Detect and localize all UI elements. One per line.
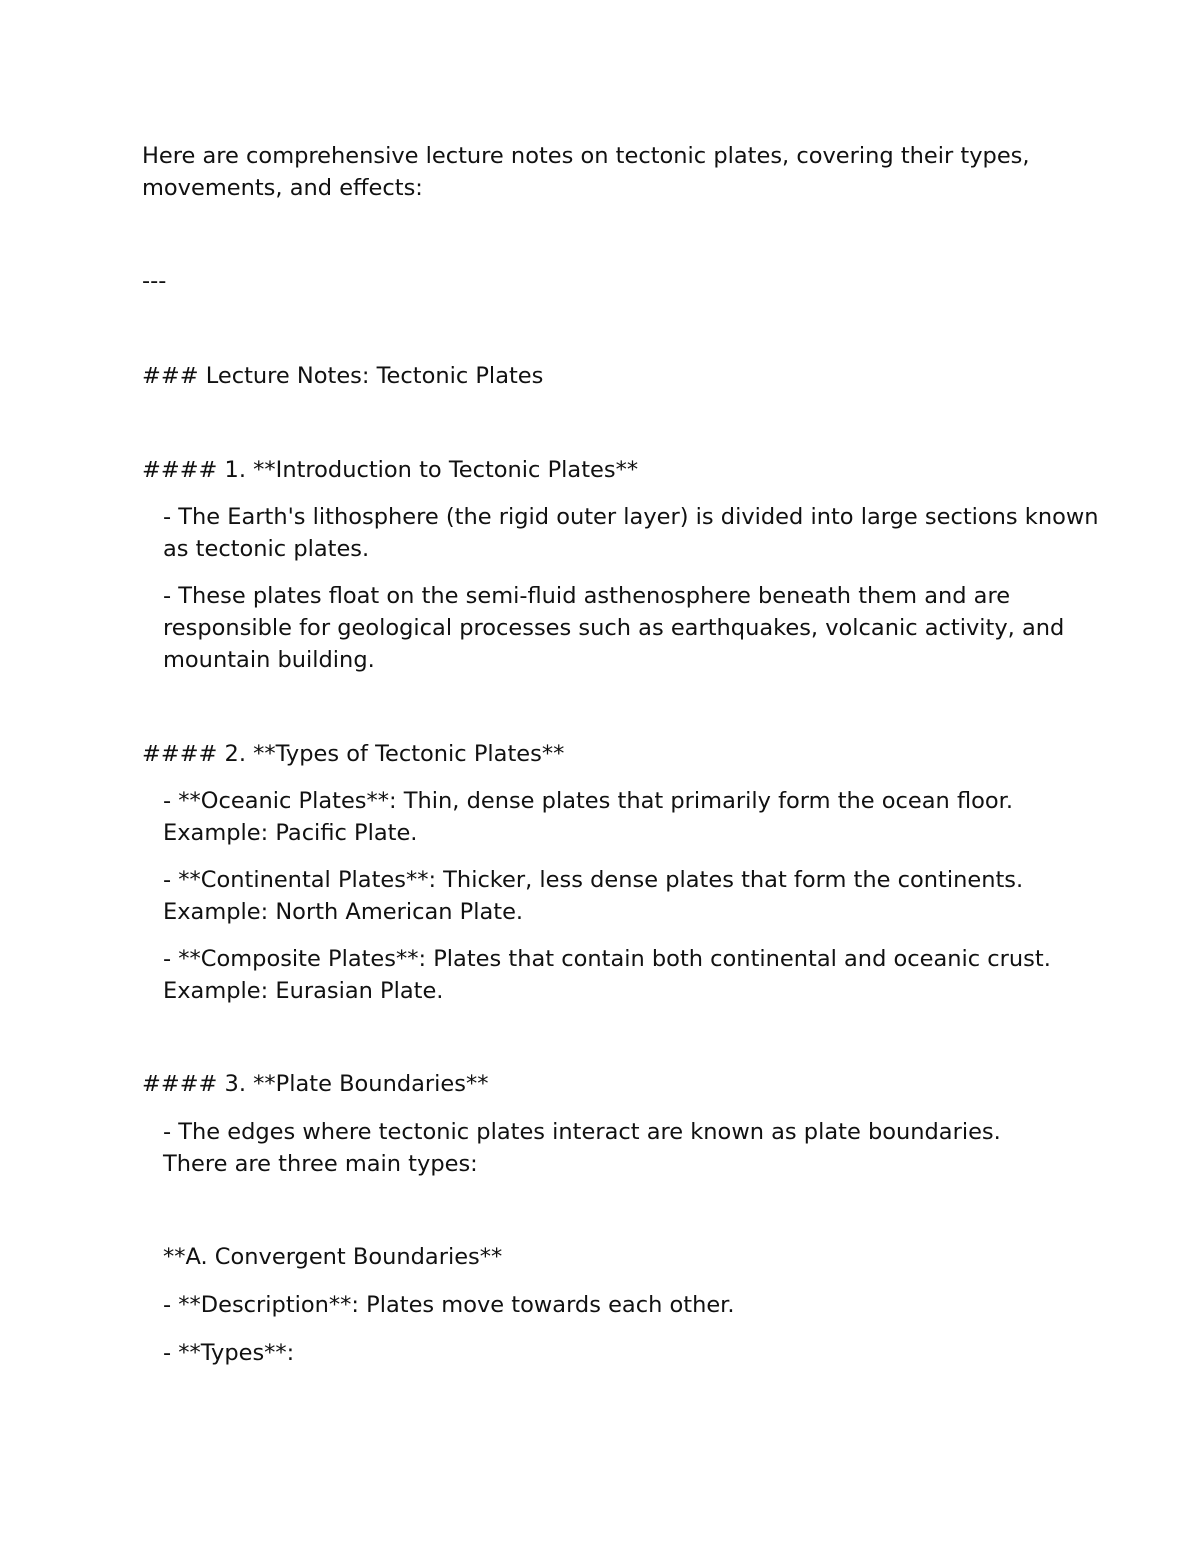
separator: --- (142, 268, 167, 294)
intro-paragraph: Here are comprehensive lecture notes on tectonic plates, covering their types, movements, and effects: (142, 143, 1030, 201)
section-heading: #### 2. **Types of Tectonic Plates** (142, 741, 565, 767)
page-title: ### Lecture Notes: Tectonic Plates (142, 363, 544, 389)
section-heading: #### 1. **Introduction to Tectonic Plates** (142, 457, 639, 483)
section-heading: #### 3. **Plate Boundaries** (142, 1071, 489, 1097)
subsection-heading: **A. Convergent Boundaries** (163, 1244, 503, 1270)
list-item: - These plates float on the semi-fluid asthenosphere beneath them and are responsible for geological processes such as earthquakes, volcanic activity, and mountain building. (163, 583, 1065, 673)
list-item: - The edges where tectonic plates interact are known as plate boundaries. There are three main types: (163, 1119, 1001, 1177)
list-item: - **Composite Plates**: Plates that contain both continental and oceanic crust. Example: Eurasian Plate. (163, 946, 1051, 1004)
list-item: - **Types**: (163, 1340, 295, 1366)
list-item: - **Oceanic Plates**: Thin, dense plates that primarily form the ocean floor. Example: Pacific Plate. (163, 788, 1013, 846)
list-item: - The Earth's lithosphere (the rigid outer layer) is divided into large sections known as tectonic plates. (163, 504, 1099, 562)
list-item: - **Description**: Plates move towards each other. (163, 1292, 735, 1318)
list-item: - **Continental Plates**: Thicker, less dense plates that form the continents. Example: North American Plate. (163, 867, 1024, 925)
